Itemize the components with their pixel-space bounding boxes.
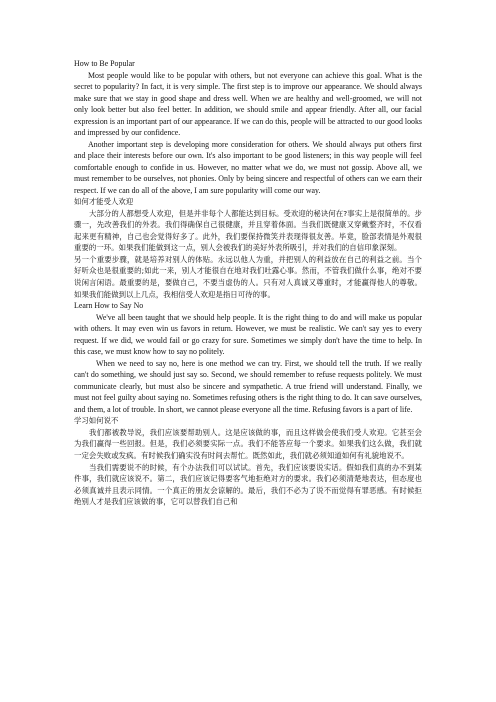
section1-en-paragraph-1: Most people would like to be popular with others, but not everyone can achieve this goal. What is the secret to popularity? In fact, it is very simple. The first step is to improve our appearance. We should always make sure that we stay in good shape and dress well. When we are healthy and well-groomed, we will not only look better but also feel better. In addition, we should smile and appear friendly. After all, our facial expression is an important part of our appearance. If we can do this, people will be attracted to our good looks and impressed by our confidence. — [74, 70, 422, 137]
section1-en-title: How to Be Popular — [74, 59, 135, 68]
section2-cn-paragraph-1: 我们都被教导说，我们应该要帮助别人。这是应该做的事，而且这样做会使我们受人欢迎。它甚至会为我们赢得一些回报。但是，我们必须要实际一点。我们不能答应每一个要求。如果我们这么做，我们就一定会失败或发疯。有时候我们确实没有时间去帮忙。既然如此，我们就必须知道如何有礼貌地说不。 — [74, 427, 422, 460]
section1-cn-title: 如何才能受人欢迎 — [74, 197, 134, 206]
section1-cn-paragraph-1: 大部分的人都想受人欢迎，但是并非每个人都能达到目标。受欢迎的秘诀何在?事实上是很简单的。步骤一，先改善我们的外表。我们得确保自己很健康，并且穿着体面。当我们既健康又穿戴整齐时，不仅看起来更有精神，自己也会觉得好多了。此外，我们要保持微笑并表现得很友善。毕竟，脸部表情是外观很重要的一环。如果我们能做到这一点，别人会被我们的美好外表所吸引，并对我们的自信印象深刻。 — [74, 208, 422, 253]
section2-en-paragraph-2: When we need to say no, here is one method we can try. First, we should tell the truth. If we really can't do something, we should just say so. Second, we should remember to refuse requests politely. We must communicate clearly, but must also be sincere and sympathetic. A true friend will understand. Finally, we must not feel guilty about saying no. Sometimes refusing others is the right thing to do. It can save ourselves, and them, a lot of trouble. In short, we cannot please everyone all the time. Refusing favors is a part of life. — [74, 358, 422, 414]
section2-en-paragraph-1: We've all been taught that we should help people. It is the right thing to do and will make us popular with others. It may even win us favors in return. However, we must be realistic. We can't say yes to every request. If we did, we would fail or go crazy for sure. Sometimes we simply don't have the time to help. In this case, we must know how to say no politely. — [74, 312, 422, 357]
section2-cn-title: 学习如何说不 — [74, 416, 119, 426]
section2-cn-paragraph-2: 当我们需要说不的时候，有个办法我们可以试试。首先，我们应该要说实话。假如我们真的办不到某件事，我们就应该说不。第二，我们应该记得要客气地拒绝对方的要求。我们必须清楚地表达，但态度也必须真诚并且表示同情。一个真正的朋友会谅解的。最后，我们不必为了说不而觉得有罪恶感。有时候拒绝别人才是我们应该做的事，它可以替我们自己和 — [74, 462, 422, 507]
section1-en-paragraph-2: Another important step is developing more consideration for others. We should always put others first and place their interests before our own. It's also important to be good listeners; in this way people will feel comfortable enough to confide in us. However, no matter what we do, we must not gossip. Above all, we must remember to be ourselves, not phonies. Only by being sincere and respectful of others can we earn their respect. If we can do all of the above, I am sure popularity will come our way. — [74, 139, 422, 195]
section1-cn-paragraph-2: 另一个重要步骤，就是培养对别人的体贴。永远以他人为重，并把别人的利益放在自己的利益之前。当个好听众也是很重要的;如此一来，别人才能很自在地对我们吐露心事。然而，不管我们做什么事，绝对不要说闲言闲语。最重要的是，要做自己，不要当虚伪的人。只有对人真诚又尊重时，才能赢得他人的尊敬。如果我们能做到以上几点，我相信受人欢迎是指日可待的事。 — [74, 254, 422, 299]
document-page — [74, 58, 422, 508]
section2-en-title: Learn How to Say No — [74, 301, 144, 311]
